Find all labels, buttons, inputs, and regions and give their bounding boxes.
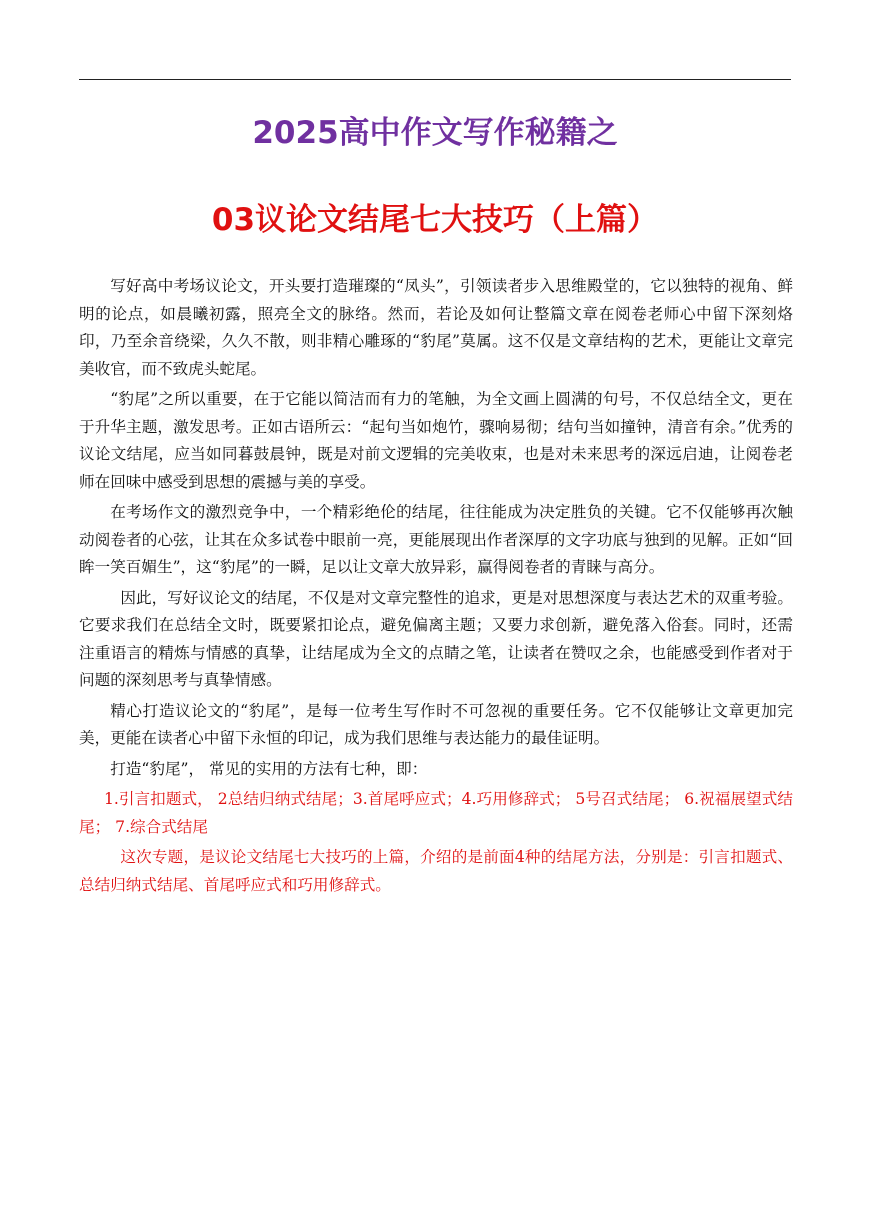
paragraph-therefore: 因此，写好议论文的结尾，不仅是对文章完整性的追求，更是对思想深度与表达艺术的双重考验。它要求我们在总结全文时，既要紧扣论点，避免偏离主题；又要力求创新，避免落入俗套。同时，还需注重语言的精炼与情感的真挚，让结尾成为全文的点睛之笔，让读者在赞叹之余，也能感受到作者对于问题的深刻思考与真挚情感。 (79, 588, 793, 689)
paragraph-topic-summary: 这次专题，是议论文结尾七大技巧的上篇，介绍的是前面4种的结尾方法，分别是：引言扣题式、总结归纳式结尾、首尾呼应式和巧用修辞式。 (79, 848, 793, 894)
paragraph-competition: 在考场作文的激烈竞争中，一个精彩绝伦的结尾，往往能成为决定胜负的关键。它不仅能够再次触动阅卷者的心弦，让其在众多试卷中眼前一亮，更能展现出作者深厚的文字功底与独到的见解。正如“回眸一笑百媚生”，这“豹尾”的一瞬，足以让文章大放异彩，赢得阅卷者的青睐与高分。 (79, 503, 793, 576)
paragraph-importance: “豹尾”之所以重要，在于它能以简洁而有力的笔触，为全文画上圆满的句号，不仅总结全文，更在于升华主题，激发思考。正如古语所云：“起句当如炮竹，骤响易彻；结句当如撞钟，清音有余。”优秀的议论文结尾，应当如同暮鼓晨钟，既是对前文逻辑的完美收束，也是对未来思考的深远启迪，让阅卷老师在回味中感受到思想的震撼与美的享受。 (79, 390, 793, 491)
paragraph-craft: 精心打造议论文的“豹尾”，是每一位考生写作时不可忽视的重要任务。它不仅能够让文章更加完美，更能在读者心中留下永恒的印记，成为我们思维与表达能力的最佳证明。 (79, 701, 793, 747)
page-title: 2025高中作文写作秘籍之 (252, 115, 618, 151)
article-body (79, 273, 793, 902)
methods-list: 1.引言扣题式， 2总结归纳式结尾；3.首尾呼应式；4.巧用修辞式； 5号召式结尾； 6.祝福展望式结尾； 7.综合式结尾 (79, 790, 793, 836)
paragraph-intro: 写好高中考场议论文，开头要打造璀璨的“凤头”，引领读者步入思维殿堂的，它以独特的视角、鲜明的论点，如晨曦初露，照亮全文的脉络。然而，若论及如何让整篇文章在阅卷老师心中留下深刻烙印，乃至余音绕梁，久久不散，则非精心雕琢的“豹尾”莫属。这不仅是文章结构的艺术，更能让文章完美收官，而不致虎头蛇尾。 (79, 277, 793, 378)
header-rule (79, 79, 791, 80)
paragraph-methods-intro: 打造“豹尾”， 常见的实用的方法有七种，即： (110, 759, 428, 778)
page-subtitle: 03议论文结尾七大技巧（上篇） (211, 202, 659, 238)
